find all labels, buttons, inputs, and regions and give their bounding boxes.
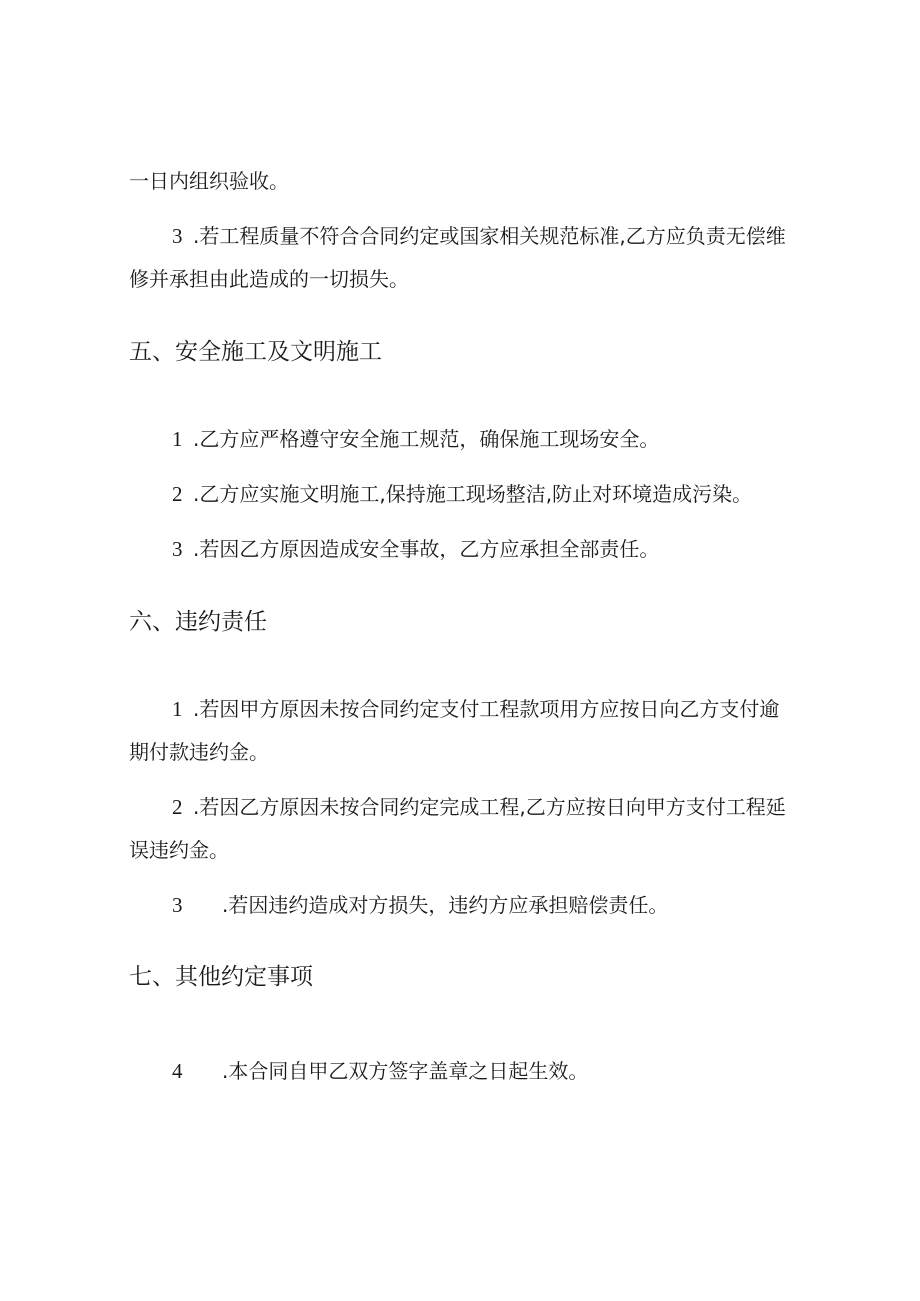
item-number: 2 — [172, 795, 183, 819]
item-text-line1: .若因甲方原因未按合同约定支付工程款项用方应按日向乙方支付逾 — [193, 697, 780, 721]
item-text: .乙方应实施文明施工,保持施工现场整洁,防止对环境造成污染。 — [193, 482, 753, 506]
item-number: 3 — [172, 224, 183, 248]
section-heading-6: 六、违约责任 — [129, 609, 267, 635]
section-heading-5: 五、安全施工及文明施工 — [129, 339, 382, 365]
item-text: .若因违约造成对方损失，违约方应承担赔偿责任。 — [222, 893, 669, 917]
item-number: 3 — [172, 893, 183, 917]
item-number: 4 — [172, 1059, 183, 1083]
paragraph-continuation: 一日内组织验收。 — [129, 169, 289, 193]
item-number: 1 — [172, 427, 183, 451]
section-heading-7: 七、其他约定事项 — [129, 964, 313, 990]
item-text: .若因乙方原因造成安全事故，乙方应承担全部责任。 — [193, 537, 660, 561]
item-text-line1: .若工程质量不符合合同约定或国家相关规范标准,乙方应负责无偿维 — [193, 224, 786, 248]
item-number: 3 — [172, 537, 183, 561]
item-text-line2: 修并承担由此造成的一切损失。 — [129, 267, 409, 291]
item-text: .乙方应严格遵守安全施工规范，确保施工现场安全。 — [193, 427, 660, 451]
item-text-line2: 期付款违约金。 — [129, 740, 269, 764]
item-number: 2 — [172, 482, 183, 506]
item-number: 1 — [172, 697, 183, 721]
item-text: .本合同自甲乙双方签字盖章之日起生效。 — [222, 1059, 589, 1083]
item-text-line1: .若因乙方原因未按合同约定完成工程,乙方应按日向甲方支付工程延 — [193, 795, 786, 819]
item-text-line2: 误违约金。 — [129, 838, 229, 862]
